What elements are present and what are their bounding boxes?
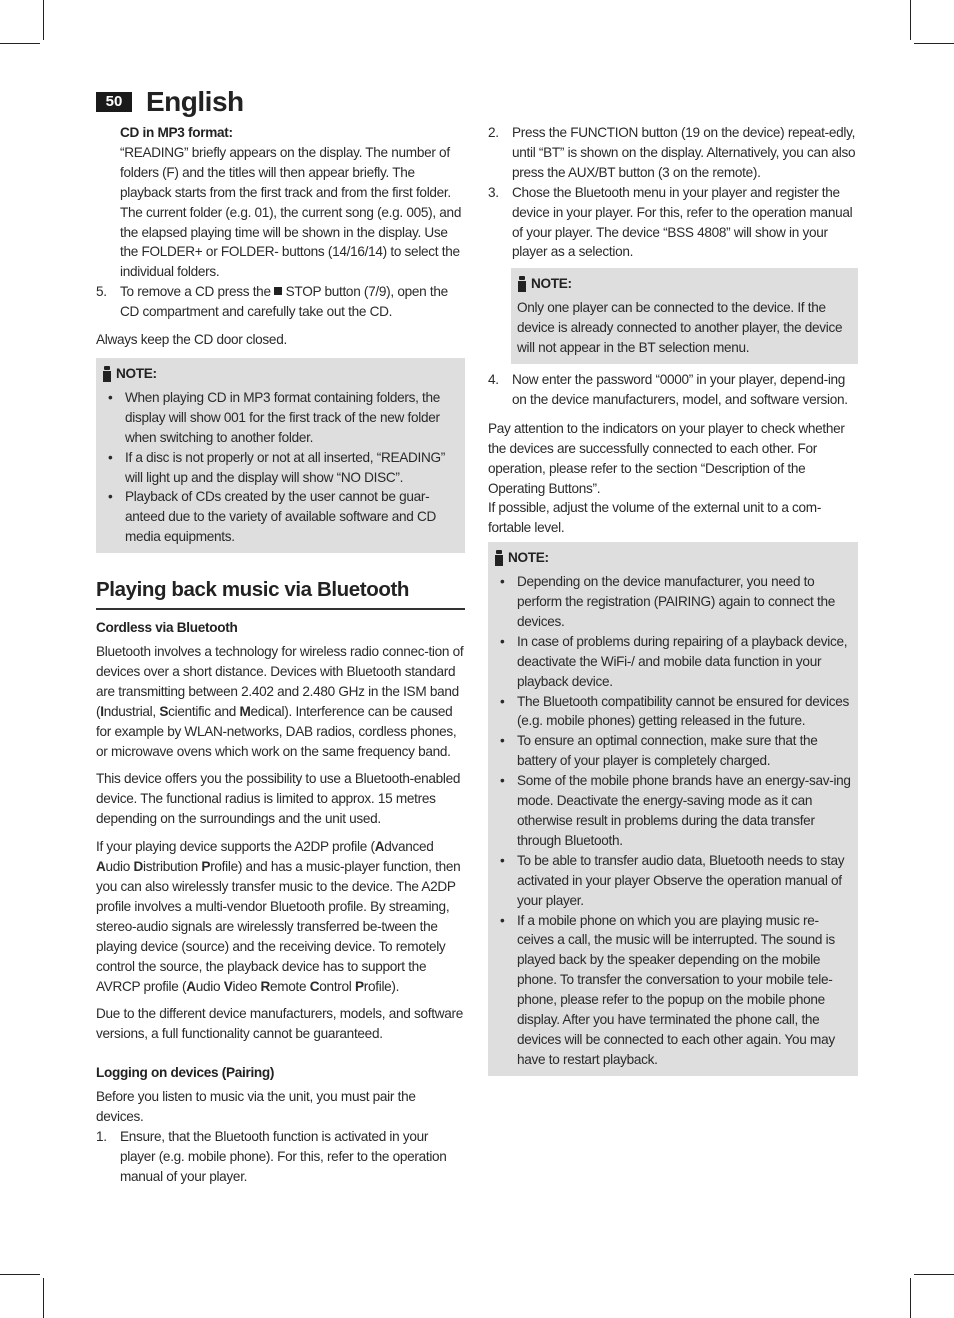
section-title-bluetooth: Playing back music via Bluetooth <box>96 577 465 610</box>
paragraph-functionality: Due to the different device manufacturers, models, and software versions, a full functionality cannot be guaranteed. <box>96 1006 463 1042</box>
note-list <box>102 388 459 547</box>
paragraph-bluetooth-tech: Bluetooth involves a technology for wireless radio connec-tion of devices over a short distance. Devices with Bluetooth standard are transmitting between 2.402 and 2.480 GHz in the ISM band (Industrial, Scientific and Medical). Interference can be caused for example by WLAN-networks, DAB radios, cordless phones, or microwave ovens which work on the same frequency band. <box>96 644 464 759</box>
crop-mark <box>0 1274 40 1275</box>
paragraph-attention: Pay attention to the indicators on your player to check whether the devices are successfully connected to each other. For operation, please refer to the section “Description of the Operating Buttons”. <box>488 420 845 496</box>
step-list-right-mid <box>488 370 858 410</box>
crop-mark <box>43 1278 44 1318</box>
note-title: NOTE: <box>116 365 157 381</box>
step-5-text-before: To remove a CD press the <box>120 284 275 300</box>
note-body: Only one player can be connected to the device. If the device is already connected to another player, the device will not appear in the BT selection menu. <box>517 300 843 356</box>
right-column <box>488 123 858 1076</box>
step-list-pairing <box>96 1127 465 1187</box>
note-box-cd <box>96 358 465 553</box>
note-item: • If a mobile phone on which you are playing music re-ceives a call, the music will be interrupted. The sound is played back by the speaker depending on the mobile phone. To transfer the conversation to your mobile tele-phone, please refer to the popup on the mobile phone display. After you have terminated the phone call, the devices will be connected to each other again. You may have to restart playback. <box>494 911 852 1070</box>
paragraph-a2dp: If your playing device supports the A2DP profile (Advanced Audio Distribution Profile) and has a music-player function, then you can also wirelessly transfer music to the device. The A2DP profile involves a multi-vendor Bluetooth profile. By streaming, stereo-audio signals are wirelessly transferred be-tween the playing device (source) and the receiving device. To remotely control the source, the playback device has to support the AVRCP profile (Audio Video Remote Control Profile). <box>96 839 461 994</box>
step-5 <box>96 282 465 322</box>
crop-mark <box>910 1278 911 1318</box>
note-heading <box>517 274 852 294</box>
note-list <box>494 572 852 1070</box>
left-column <box>96 123 465 1187</box>
subheading-cordless: Cordless via Bluetooth <box>96 620 238 636</box>
crop-mark <box>910 0 911 40</box>
step-number: 4. <box>488 371 499 387</box>
step-1 <box>96 1127 465 1187</box>
cd-mp3-body: “READING” briefly appears on the display. The number of folders (F) and the titles will then appear briefly. The playback starts from the first track and from the first folder. The current folder (e.g. 01), the current song (e.g. 005), and the elapsed playing time will be shown in the display. Use the FOLDER+ or FOLDER- buttons (14/16/14) to select the individual folders. <box>120 144 462 280</box>
step-1-text: Ensure, that the Bluetooth function is activated in your player (e.g. mobile phone). For this, refer to the operation manual of your player. <box>120 1128 447 1184</box>
note-item: • If a disc is not properly or not at all inserted, “READING” will light up and the display will show “NO DISC”. <box>102 448 459 488</box>
paragraph-pairing-intro: Before you listen to music via the unit, you must pair the devices. <box>96 1089 416 1125</box>
step-number: 2. <box>488 125 499 140</box>
step-2 <box>488 123 858 183</box>
page-language-title: English <box>146 86 244 117</box>
crop-mark <box>43 0 44 40</box>
cd-door-text: Always keep the CD door closed. <box>96 332 287 348</box>
step-2-text: Press the FUNCTION button (19 on the device) repeat-edly, until “BT” is shown on the display. Alternatively, you can also press the AUX/BT button (3 on the remote). <box>512 125 856 180</box>
crop-mark <box>914 43 954 44</box>
step-4 <box>488 370 858 410</box>
crop-mark <box>0 43 40 44</box>
step-list-left-top <box>96 282 465 322</box>
note-item: • In case of problems during repairing of a playback device, deactivate the WiFi-/ and mobile data function in your playback device. <box>494 632 852 692</box>
info-icon <box>102 366 112 382</box>
step-list-right-top <box>488 123 858 262</box>
note-item: • Depending on the device manufacturer, you need to perform the registration (PAIRING) again to connect the devices. <box>494 572 852 632</box>
paragraph-radius: This device offers you the possibility to use a Bluetooth-enabled device. The functional radius is limited to approx. 15 metres depending on the surroundings and the unit used. <box>96 771 461 827</box>
info-icon <box>494 550 504 566</box>
note-item: • The Bluetooth compatibility cannot be ensured for devices (e.g. mobile phones) getting released in the future. <box>494 692 852 732</box>
step-3 <box>488 183 858 263</box>
crop-mark <box>914 1274 954 1275</box>
note-item: • To ensure an optimal connection, make sure that the battery of your player is completely charged. <box>494 731 852 771</box>
stop-square-icon <box>274 287 282 295</box>
step-number: 5. <box>96 284 107 300</box>
info-icon <box>517 276 527 292</box>
note-heading <box>494 548 852 568</box>
paragraph-volume: If possible, adjust the volume of the external unit to a com-fortable level. <box>488 500 822 536</box>
note-heading <box>102 364 459 384</box>
cd-mp3-title: CD in MP3 format: <box>120 125 233 140</box>
note-box-bluetooth <box>488 542 858 1076</box>
page-number: 50 <box>96 92 132 112</box>
subheading-pairing: Logging on devices (Pairing) <box>96 1065 275 1081</box>
step-3-text: Chose the Bluetooth menu in your player and register the device in your player. For this, refer to the operation manual of your player. The device “BSS 4808” will show in your player as a selection. <box>512 184 853 260</box>
note-item: • Playback of CDs created by the user cannot be guar-anteed due to the variety of available software and CD media equipments. <box>102 487 459 547</box>
note-box-one-player <box>511 268 858 364</box>
step-5-text-after: STOP button (7/9), open the CD compartment and carefully take out the CD. <box>120 284 448 320</box>
note-item: • When playing CD in MP3 format containing folders, the display will show 001 for the first track of the new folder when switching to another folder. <box>102 388 459 448</box>
note-item: • Some of the mobile phone brands have an energy-sav-ing mode. Deactivate the energy-saving mode as it can otherwise result in problems during the data transfer through Bluetooth. <box>494 771 852 851</box>
step-number: 1. <box>96 1128 107 1144</box>
step-number: 3. <box>488 184 499 200</box>
note-title: NOTE: <box>508 550 549 566</box>
step-4-text: Now enter the password “0000” in your player, depend-ing on the device manufacturers, model, and software version. <box>512 371 848 407</box>
cd-mp3-block <box>96 123 465 282</box>
note-item: • To be able to transfer audio data, Bluetooth needs to stay activated in your player Observe the operation manual of your player. <box>494 851 852 911</box>
note-title: NOTE: <box>531 276 572 292</box>
